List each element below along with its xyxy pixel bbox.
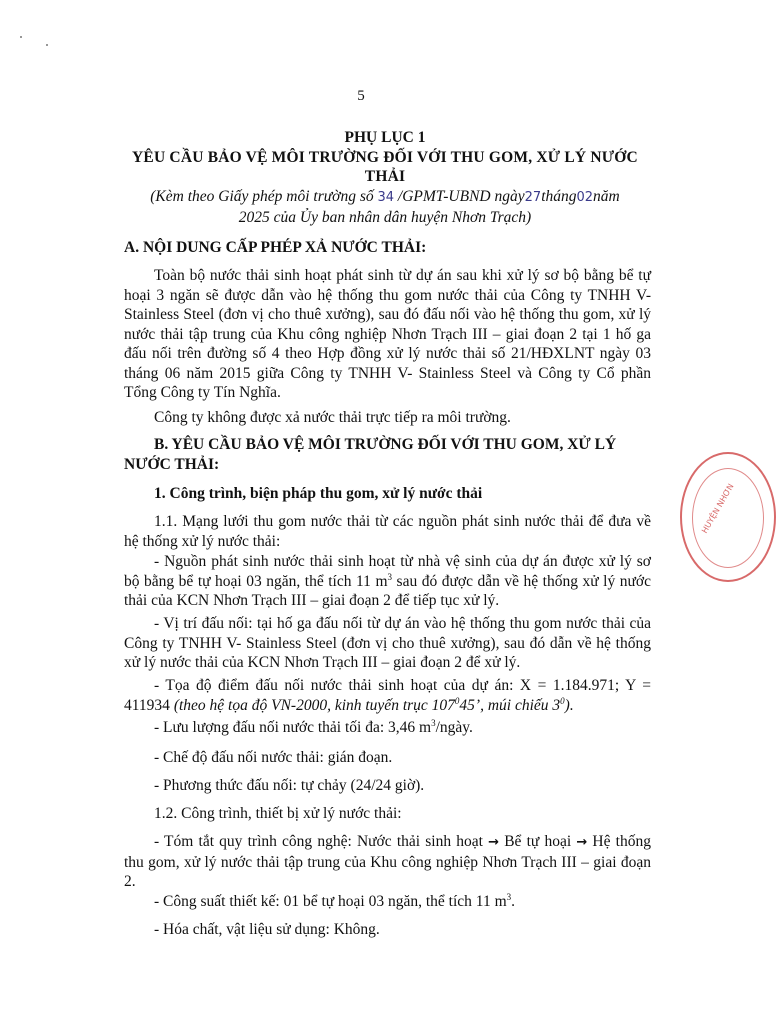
item-coordinate-text [124,676,651,715]
item-process-text [124,832,651,892]
item-source [124,552,651,611]
subsection-1-2 [124,804,651,824]
item-flow [124,718,651,738]
item-capacity-text [124,892,651,912]
section-a-paragraph-1: Toàn bộ nước thải sinh hoạt phát sinh từ dự án sau khi xử lý sơ bộ bằng bể tự hoại 3 ngăn sẽ được dẫn vào hệ thống thu gom nước thải của Công ty TNHH V- Stainless Steel (đơn vị cho thuê xưởng), sau đó đấu nối vào hệ thống thu gom, xử lý nước thải tập trung của Khu công nghiệp Nhơn Trạch III – giai đoạn 2 tại 1 hố ga đấu nối trên đường số 4 theo Hợp đồng xử lý nước thải số 21/HĐXLNT ngày 03 tháng 06 năm 2015 giữa Công ty TNHH V- Stainless Steel và Công ty Cổ phần Tổng Công ty Tín Nghĩa. [124,267,651,401]
section-a-paragraph-2: Công ty không được xả nước thải trực tiếp ra môi trường. [154,409,511,426]
section-a [124,238,651,258]
item-mode-text: - Chế độ đấu nối nước thải: gián đoạn. [154,749,393,766]
appendix-note-line2: 2025 của Ủy ban nhân dân huyện Nhơn Trạch) [238,209,532,226]
subsection-1-title: 1. Công trình, biện pháp thu gom, xử lý nước thải [154,485,483,502]
section-b-title-line1: B. YÊU CẦU BẢO VỆ MÔI TRƯỜNG ĐỐI VỚI THU GOM, XỬ LÝ [154,436,617,453]
item-method [124,776,651,796]
superscript: 3 [387,571,393,582]
appendix-title: PHỤ LỤC 1 [344,129,426,146]
section-a-body [124,266,651,403]
process-part: Hệ thống thu gom, xử lý nước thải tập trung của Khu công nghiệp Nhơn Trạch III – giai đoạn 2. [124,833,651,890]
item-coordinate [124,676,651,715]
appendix-subtitle-line2: THẢI [364,168,406,185]
subsection-1-1-text: 1.1. Mạng lưới thu gom nước thải từ các nguồn phát sinh nước thải để đưa về hệ thống xử lý nước thải: [124,513,651,550]
item-capacity [124,892,651,912]
note-text: năm [593,188,620,205]
section-b-title-line2: NƯỚC THẢI: [124,456,220,473]
note-text: tháng [541,188,577,205]
appendix-heading [120,128,650,227]
item-mode [124,748,651,768]
handwritten-day: 27 [524,190,542,205]
section-b [124,435,651,475]
item-source-part: - Nguồn phát sinh nước thải sinh hoạt từ nhà vệ sinh của dự án được xử lý sơ bộ bằng bể tự hoại 03 ngăn, thể tích 11 m [124,553,651,590]
item-process [124,832,651,892]
scan-speck [46,44,48,46]
seal-text: HUYỆN NHƠN [700,482,736,535]
item-flow-text [124,718,651,738]
section-a-title: A. NỘI DUNG CẤP PHÉP XẢ NƯỚC THẢI: [124,239,427,256]
item-source-part: sau đó được dẫn về hệ thống xử lý nước thải của KCN Nhơn Trạch III – giai đoạn 2 để tiếp tục xử lý. [124,572,651,609]
handwritten-month: 02 [576,190,594,205]
item-location [124,614,651,673]
subsection-1-2-text: 1.2. Công trình, thiết bị xử lý nước thải: [154,805,402,822]
note-text: /GPMT-UBND ngày [394,188,525,205]
handwritten-license-number: 34 [377,190,395,205]
appendix-note [120,187,650,207]
arrow-right-icon: → [576,835,588,850]
superscript: 0 [560,695,565,706]
subsection-1 [124,484,651,504]
process-part: Bể tự hoại [499,833,577,850]
item-method-text: - Phương thức đấu nối: tự chảy (24/24 giờ). [154,777,425,794]
item-chemicals-text: - Hóa chất, vật liệu sử dụng: Không. [154,921,380,938]
coordinate-italic: 45’, múi chiếu 3 [459,696,561,714]
item-source-text [124,552,651,611]
superscript: 3 [506,891,512,902]
process-part: - Tóm tắt quy trình công nghệ: Nước thải sinh hoạt [154,833,489,850]
capacity-part: - Công suất thiết kế: 01 bể tự hoại 03 ngăn, thể tích 11 m [154,893,507,910]
official-seal-stamp [680,452,776,582]
arrow-right-icon: → [488,835,500,850]
page-number: 5 [357,88,365,104]
flow-part: - Lưu lượng đấu nối nước thải tối đa: 3,46 m [154,719,432,736]
item-chemicals [124,920,651,940]
subsection-1-1 [124,512,651,551]
superscript: 3 [431,717,436,728]
appendix-subtitle-line1: YÊU CẦU BẢO VỆ MÔI TRƯỜNG ĐỐI VỚI THU GOM, XỬ LÝ NƯỚC [132,149,638,166]
note-text: (Kèm theo Giấy phép môi trường số [150,188,378,205]
item-location-text: - Vị trí đấu nối: tại hố ga đấu nối từ dự án vào hệ thống thu gom nước thải của Công ty TNHH V- Stainless Steel (đơn vị cho thuê xưởng), sau đó dẫn về hệ thống xử lý nước thải của KCN Nhơn Trạch III – giai đoạn 2 để xử lý. [124,615,651,671]
coordinate-part: - Tọa độ điểm đấu nối nước thải sinh hoạt của dự án: X = 1.184.971; Y = 411934 [124,677,651,714]
flow-part: /ngày. [435,719,473,736]
coordinate-italic: (theo hệ tọa độ VN-2000, kinh tuyến trục 107 [173,696,455,714]
superscript: 0 [454,695,460,706]
capacity-part: . [511,893,516,910]
scan-speck [20,36,22,38]
section-a-body-2 [124,408,651,428]
coordinate-italic: ). [564,696,574,714]
